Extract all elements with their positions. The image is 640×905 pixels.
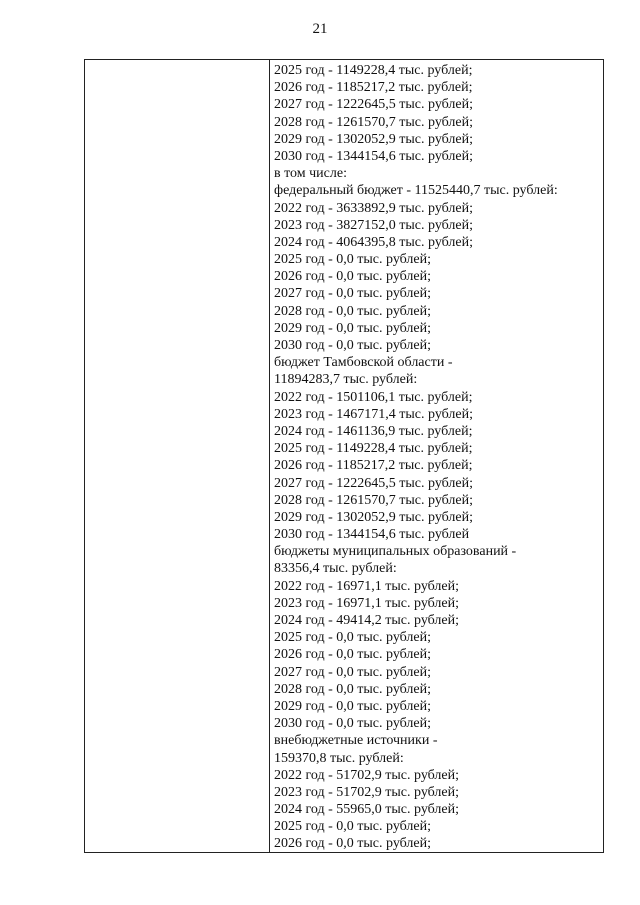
text-line: 2029 год - 0,0 тыс. рублей; bbox=[274, 698, 432, 714]
text-line: 2030 год - 0,0 тыс. рублей; bbox=[274, 716, 432, 732]
text-line: 2028 год - 0,0 тыс. рублей; bbox=[274, 303, 432, 319]
text-line: 159370,8 тыс. рублей: bbox=[274, 750, 404, 766]
text-line: 2028 год - 0,0 тыс. рублей; bbox=[274, 681, 432, 697]
text-line: 2023 год - 3827152,0 тыс. рублей; bbox=[274, 217, 474, 233]
text-line: 2023 год - 16971,1 тыс. рублей; bbox=[274, 595, 460, 611]
text-line: 2029 год - 1302052,9 тыс. рублей; bbox=[274, 131, 474, 147]
table-left-cell bbox=[85, 60, 269, 852]
column-divider bbox=[269, 60, 270, 852]
text-line: 2029 год - 0,0 тыс. рублей; bbox=[274, 320, 432, 336]
text-line: 2029 год - 1302052,9 тыс. рублей; bbox=[274, 509, 474, 525]
text-line: бюджет Тамбовской области - bbox=[274, 355, 453, 371]
text-line: 2030 год - 1344154,6 тыс. рублей; bbox=[274, 148, 474, 164]
page-number: 21 bbox=[312, 21, 328, 37]
text-line: 2027 год - 1222645,5 тыс. рублей; bbox=[274, 97, 474, 113]
text-line: 2026 год - 1185217,2 тыс. рублей; bbox=[274, 458, 473, 474]
table-right-cell bbox=[274, 62, 599, 853]
text-line: 2024 год - 1461136,9 тыс. рублей; bbox=[274, 423, 473, 439]
text-line: 2022 год - 16971,1 тыс. рублей; bbox=[274, 578, 460, 594]
text-line: 2028 год - 1261570,7 тыс. рублей; bbox=[274, 492, 474, 508]
text-line: 2023 год - 1467171,4 тыс. рублей; bbox=[274, 406, 474, 422]
text-line: 2026 год - 0,0 тыс. рублей; bbox=[274, 269, 432, 285]
text-line: 2027 год - 1222645,5 тыс. рублей; bbox=[274, 475, 474, 491]
text-line: 2030 год - 1344154,6 тыс. рублей bbox=[274, 527, 470, 543]
funding-table bbox=[84, 59, 604, 853]
text-line: 83356,4 тыс. рублей: bbox=[274, 561, 397, 577]
text-line: 2026 год - 1185217,2 тыс. рублей; bbox=[274, 80, 473, 96]
text-line: 2025 год - 0,0 тыс. рублей; bbox=[274, 252, 432, 268]
text-line: 2022 год - 3633892,9 тыс. рублей; bbox=[274, 200, 474, 216]
text-line: 2025 год - 0,0 тыс. рублей; bbox=[274, 630, 432, 646]
text-line: 2022 год - 51702,9 тыс. рублей; bbox=[274, 767, 460, 783]
text-line: 2024 год - 4064395,8 тыс. рублей; bbox=[274, 234, 474, 250]
text-line: бюджеты муниципальных образований - bbox=[274, 544, 517, 560]
text-line: 2025 год - 0,0 тыс. рублей; bbox=[274, 819, 432, 835]
text-line: 2026 год - 0,0 тыс. рублей; bbox=[274, 836, 432, 852]
text-line: 2027 год - 0,0 тыс. рублей; bbox=[274, 286, 432, 302]
text-line: 2023 год - 51702,9 тыс. рублей; bbox=[274, 784, 460, 800]
text-line: 11894283,7 тыс. рублей: bbox=[274, 372, 418, 388]
text-line: в том числе: bbox=[274, 166, 347, 182]
text-line: федеральный бюджет - 11525440,7 тыс. рублей: bbox=[274, 183, 558, 199]
text-line: 2025 год - 1149228,4 тыс. рублей; bbox=[274, 441, 473, 457]
text-line: 2022 год - 1501106,1 тыс. рублей; bbox=[274, 389, 473, 405]
text-line: внебюджетные источники - bbox=[274, 733, 438, 749]
text-line: 2027 год - 0,0 тыс. рублей; bbox=[274, 664, 432, 680]
text-line: 2030 год - 0,0 тыс. рублей; bbox=[274, 338, 432, 353]
text-line: 2024 год - 49414,2 тыс. рублей; bbox=[274, 613, 460, 628]
text-line: 2026 год - 0,0 тыс. рублей; bbox=[274, 647, 432, 663]
text-line: 2025 год - 1149228,4 тыс. рублей; bbox=[274, 63, 473, 78]
text-line: 2028 год - 1261570,7 тыс. рублей; bbox=[274, 114, 474, 130]
text-line: 2024 год - 55965,0 тыс. рублей; bbox=[274, 802, 460, 818]
